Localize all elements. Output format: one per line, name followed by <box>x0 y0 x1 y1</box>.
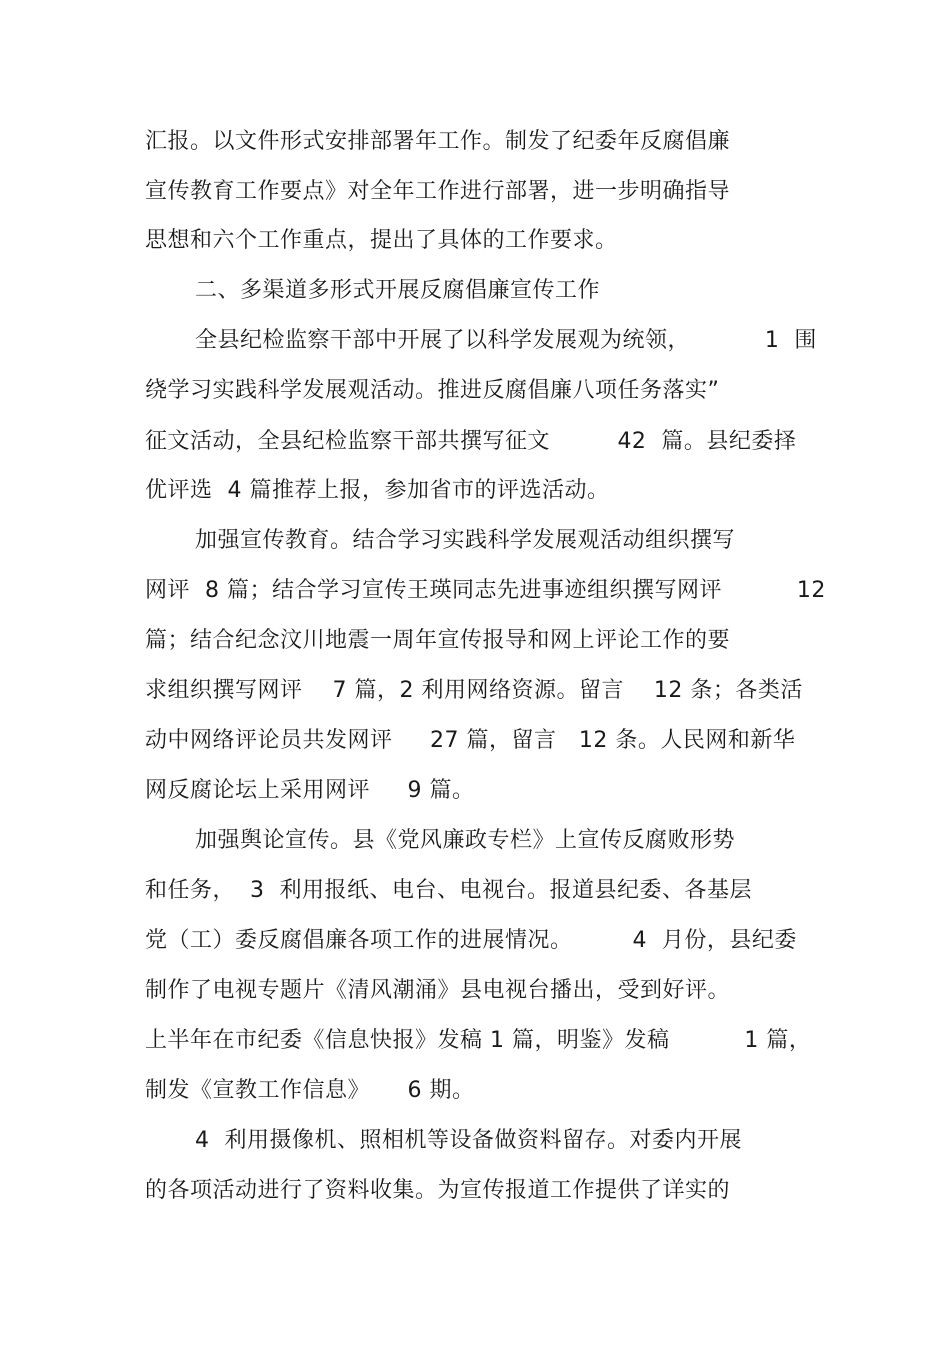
text-line: 党（工）委反腐倡廉各项工作的进展情况。 4 月份，县纪委 <box>145 928 797 953</box>
text-line: 上半年在市纪委《信息快报》发稿 1 篇，明鉴》发稿 1 篇， <box>145 1028 812 1053</box>
text-line: 制发《宣教工作信息》 6 期。 <box>145 1078 475 1103</box>
text-line: 求组织撰写网评 7 篇，2 利用网络资源。留言 12 条；各类活 <box>145 678 803 703</box>
text-line: 全县纪检监察干部中开展了以科学发展观为统领， 1 围 <box>195 328 817 353</box>
text-line: 篇；结合纪念汶川地震一周年宣传报导和网上评论工作的要 <box>145 628 731 653</box>
text-line: 加强舆论宣传。县《党风廉政专栏》上宣传反腐败形势 <box>195 828 736 853</box>
text-line: 网评 8 篇；结合学习宣传王瑛同志先进事迹组织撰写网评 12 <box>145 578 826 603</box>
text-line: 制作了电视专题片《清风潮涌》县电视台播出，受到好评。 <box>145 978 731 1003</box>
text-line: 4 利用摄像机、照相机等设备做资料留存。对委内开展 <box>195 1128 742 1153</box>
text-line: 汇报。以文件形式安排部署年工作。制发了纪委年反腐倡廉 <box>145 129 731 154</box>
text-line: 征文活动，全县纪检监察干部共撰写征文 42 篇。县纪委择 <box>145 429 797 454</box>
section-heading: 二、多渠道多形式开展反腐倡廉宣传工作 <box>195 278 601 303</box>
text-line: 和任务， 3 利用报纸、电台、电视台。报道县纪委、各基层 <box>145 878 752 903</box>
text-line: 宣传教育工作要点》对全年工作进行部署，进一步明确指导 <box>145 179 731 204</box>
text-line: 的各项活动进行了资料收集。为宣传报道工作提供了详实的 <box>145 1178 731 1203</box>
text-line: 动中网络评论员共发网评 27 篇，留言 12 条。人民网和新华 <box>145 728 796 753</box>
text-line: 思想和六个工作重点，提出了具体的工作要求。 <box>145 228 618 253</box>
text-line: 优评选 4 篇推荐上报，参加省市的评选活动。 <box>145 478 610 503</box>
text-line: 加强宣传教育。结合学习实践科学发展观活动组织撰写 <box>195 528 736 553</box>
text-line: 绕学习实践科学发展观活动。推进反腐倡廉八项任务落实” <box>145 378 720 403</box>
text-line: 网反腐论坛上采用网评 9 篇。 <box>145 778 475 803</box>
